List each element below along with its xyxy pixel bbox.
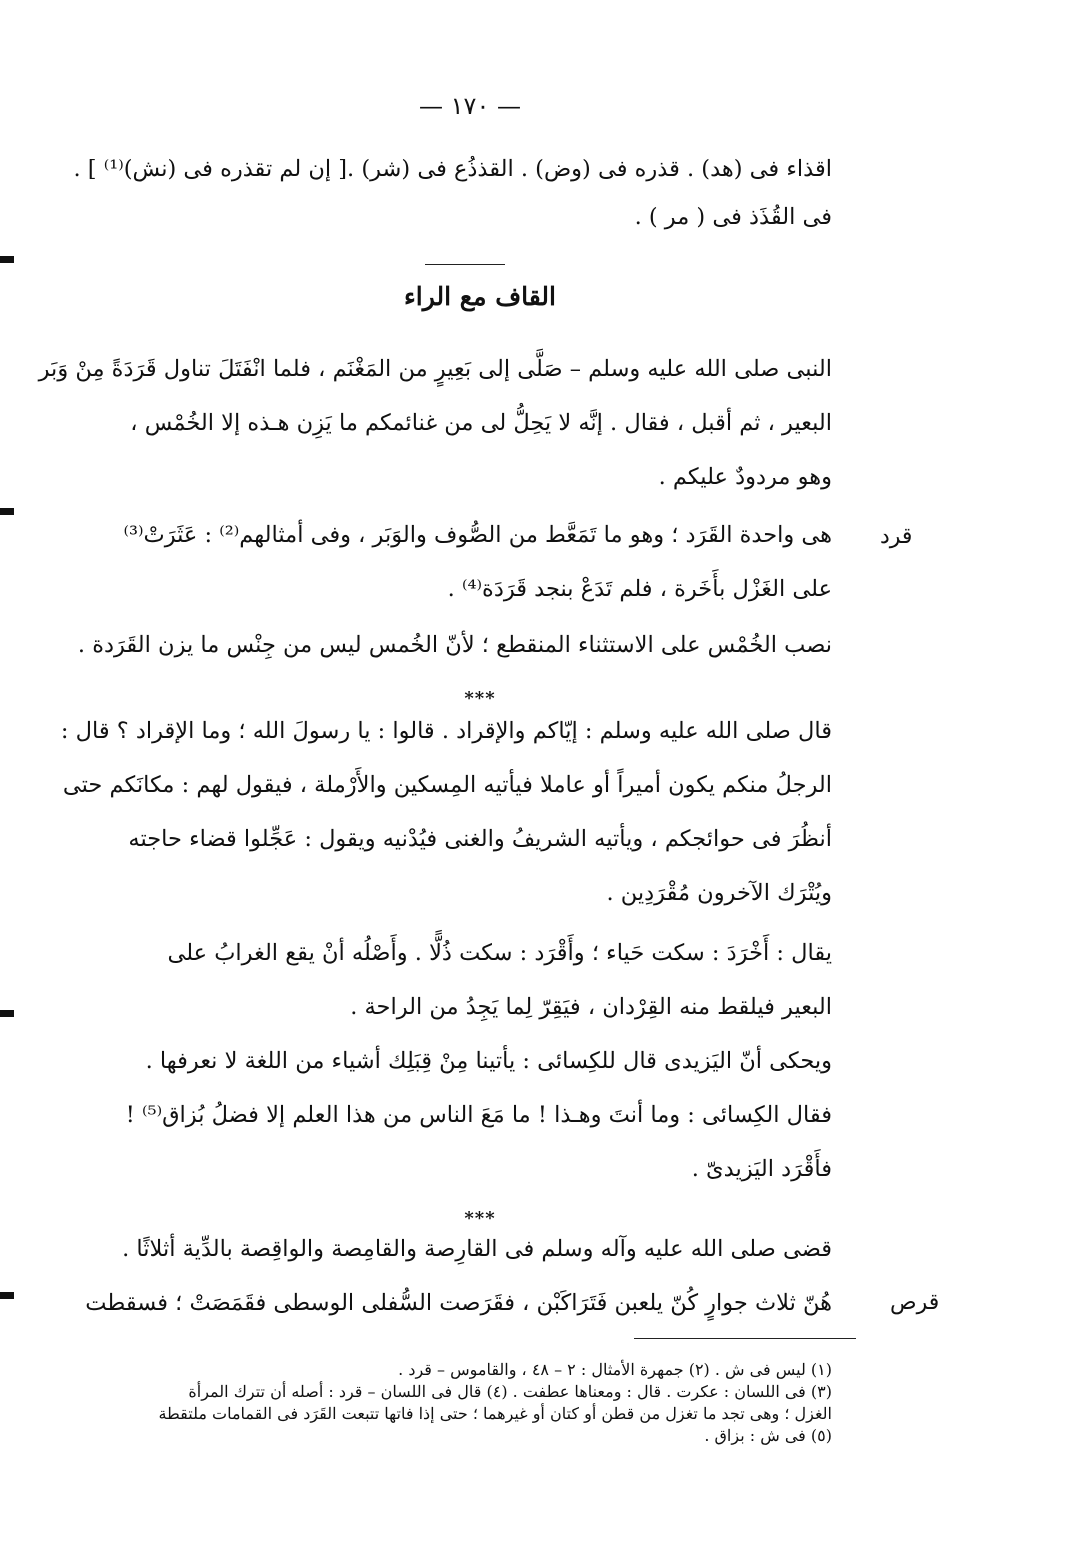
- hadith-3-line: هُنّ ثلاث جوارٍ كُنّ يلعبن فَتَرَاكَبْن ، فقَرَصت السُّفلى الوسطى فقَمَصَتْ ؛ فسقطت: [85, 1290, 832, 1316]
- footnote-line: (١) ليس فى ش . (٢) جمهرة الأمثال : ٢ – ٤٨ ، والقاموس – قرد .: [398, 1360, 832, 1379]
- scan-edge-mark: [0, 1010, 14, 1017]
- anecdote-line: فقال الكِسائى : وما أنتَ وهـذا ! ما مَعَ الناس من هذا العلم إلا فضلُ بُزاق⁽⁵⁾ !: [125, 1102, 832, 1128]
- hadith-1-line: وهو مردودٌ عليكم .: [658, 464, 832, 490]
- anecdote-line: ويحكى أنّ اليَزيدى قال للكِسائى : يأتينا مِنْ قِبَلِك أشياء من اللغة لا نعرفها .: [145, 1048, 832, 1074]
- page-number: — ١٧٠ —: [419, 92, 521, 120]
- definition-paragraph: [112, 522, 832, 630]
- intro-line: فى القُذَذ فى ( مر ) .: [634, 204, 832, 230]
- scan-edge-mark: [0, 1292, 14, 1299]
- hadith-2-line: قال صلى الله عليه وسلم : إيّاكم والإقراد . قالوا : يا رسولَ الله ؛ وما الإقراد ؟ قال :: [60, 718, 832, 744]
- hadith-3-line: قضى صلى الله عليه وآله وسلم فى القارِصة والقامِصة والواقِصة بالدِّية أثلاثًا .: [122, 1236, 832, 1262]
- definition-line: هى واحدة القَرَد ؛ وهو ما تَمَعَّط من الصُّوف والوَبَر ، وفى أمثالهم⁽²⁾ : عَثَرَتْ⁽³⁾: [123, 522, 832, 548]
- section-separator: ***: [464, 1208, 496, 1229]
- hadith-2-line: أنظُرَ فى حوائجكم ، ويأتيه الشريفُ والغنى فيُدْنيه ويقول : عَجِّلوا قضاء حاجته: [128, 826, 832, 852]
- anecdote-paragraph: [112, 1048, 832, 1210]
- definition-line: على الغَزْل بأَخَرة ، فلم تَدَعْ بنجد قَرَدَة⁽⁴⁾ .: [447, 576, 832, 602]
- hadith-1-line: النبى صلى الله عليه وسلم – صَلَّى إلى بَعِيرٍ من المَغْنَم ، فلما انْفَتَلَ تناول قَرَدَةً مِنْ وَبَر: [38, 356, 832, 382]
- section-separator: ***: [464, 688, 496, 709]
- intro-line: اقذاء فى (هد) . قذره فى (وض) . القذذُع فى (شر) .[ إن لم تقذره فى (نش)⁽¹⁾ ] .: [73, 156, 832, 182]
- footnote-line: الغزل ؛ وهى تجد ما تغزل من قطن أو كتان أو غيرهما ؛ حتى إذا فاتها تتبعت القَرَد فى القمامات ملتقطة: [158, 1404, 832, 1423]
- hadith-1-line: البعير ، ثم أقبل ، فقال . إنَّه لا يَحِلُّ لى من غنائمكم ما يَزِن هـذه إلا الخُمْس ،: [130, 410, 832, 436]
- grammar-line: نصب الخُمْس على الاستثناء المنقطع ؛ لأنّ الخُمس ليس من جِنْس ما يزن القَرَدة .: [77, 632, 832, 658]
- footnote-rule: [634, 1338, 856, 1339]
- anecdote-line: فأَقْرَد اليَزيدىّ .: [691, 1156, 832, 1182]
- hadith-paragraph-3: [85, 1236, 832, 1344]
- footnote-line: (٥) فى ش : بزاق .: [704, 1426, 832, 1445]
- heading-rule: [425, 264, 505, 265]
- hadith-2-line: ويُتْرَك الآخرون مُقْرَدِين .: [606, 880, 832, 906]
- footnote-line: (٣) فى اللسان : عكرت . قال : ومعناها عطفت . (٤) قال فى اللسان – قرد : أصله أن تترك المرأة: [188, 1382, 832, 1401]
- hadith-paragraph-2: [60, 718, 832, 934]
- section-heading: القاف مع الراء: [404, 282, 556, 311]
- margin-root-qard: قرد: [880, 524, 913, 549]
- explanation-line: البعير فيلقط منه القِرْدان ، فيَقِرّ لِما يَجِدُ من الراحة .: [350, 994, 832, 1020]
- explanation-line: يقال : أَخْرَدَ : سكت حَياء ؛ وأَقْرَد : سكت ذُلًّا . وأَصْلُه أنْ يقع الغرابُ على: [167, 940, 832, 966]
- hadith-2-line: الرجلُ منكم يكون أميراً أو عاملا فيأتيه المِسكين والأَرْملة ، فيقول لهم : مكانَكم حتى: [62, 772, 832, 798]
- margin-root-qars: قرص: [890, 1290, 940, 1315]
- scan-edge-mark: [0, 256, 14, 263]
- explanation-paragraph: [112, 940, 832, 1048]
- hadith-paragraph-1: [38, 356, 832, 518]
- scan-edge-mark: [0, 508, 14, 515]
- intro-paragraph: [73, 156, 832, 258]
- grammar-paragraph: [77, 632, 832, 686]
- footnotes: [112, 1360, 832, 1448]
